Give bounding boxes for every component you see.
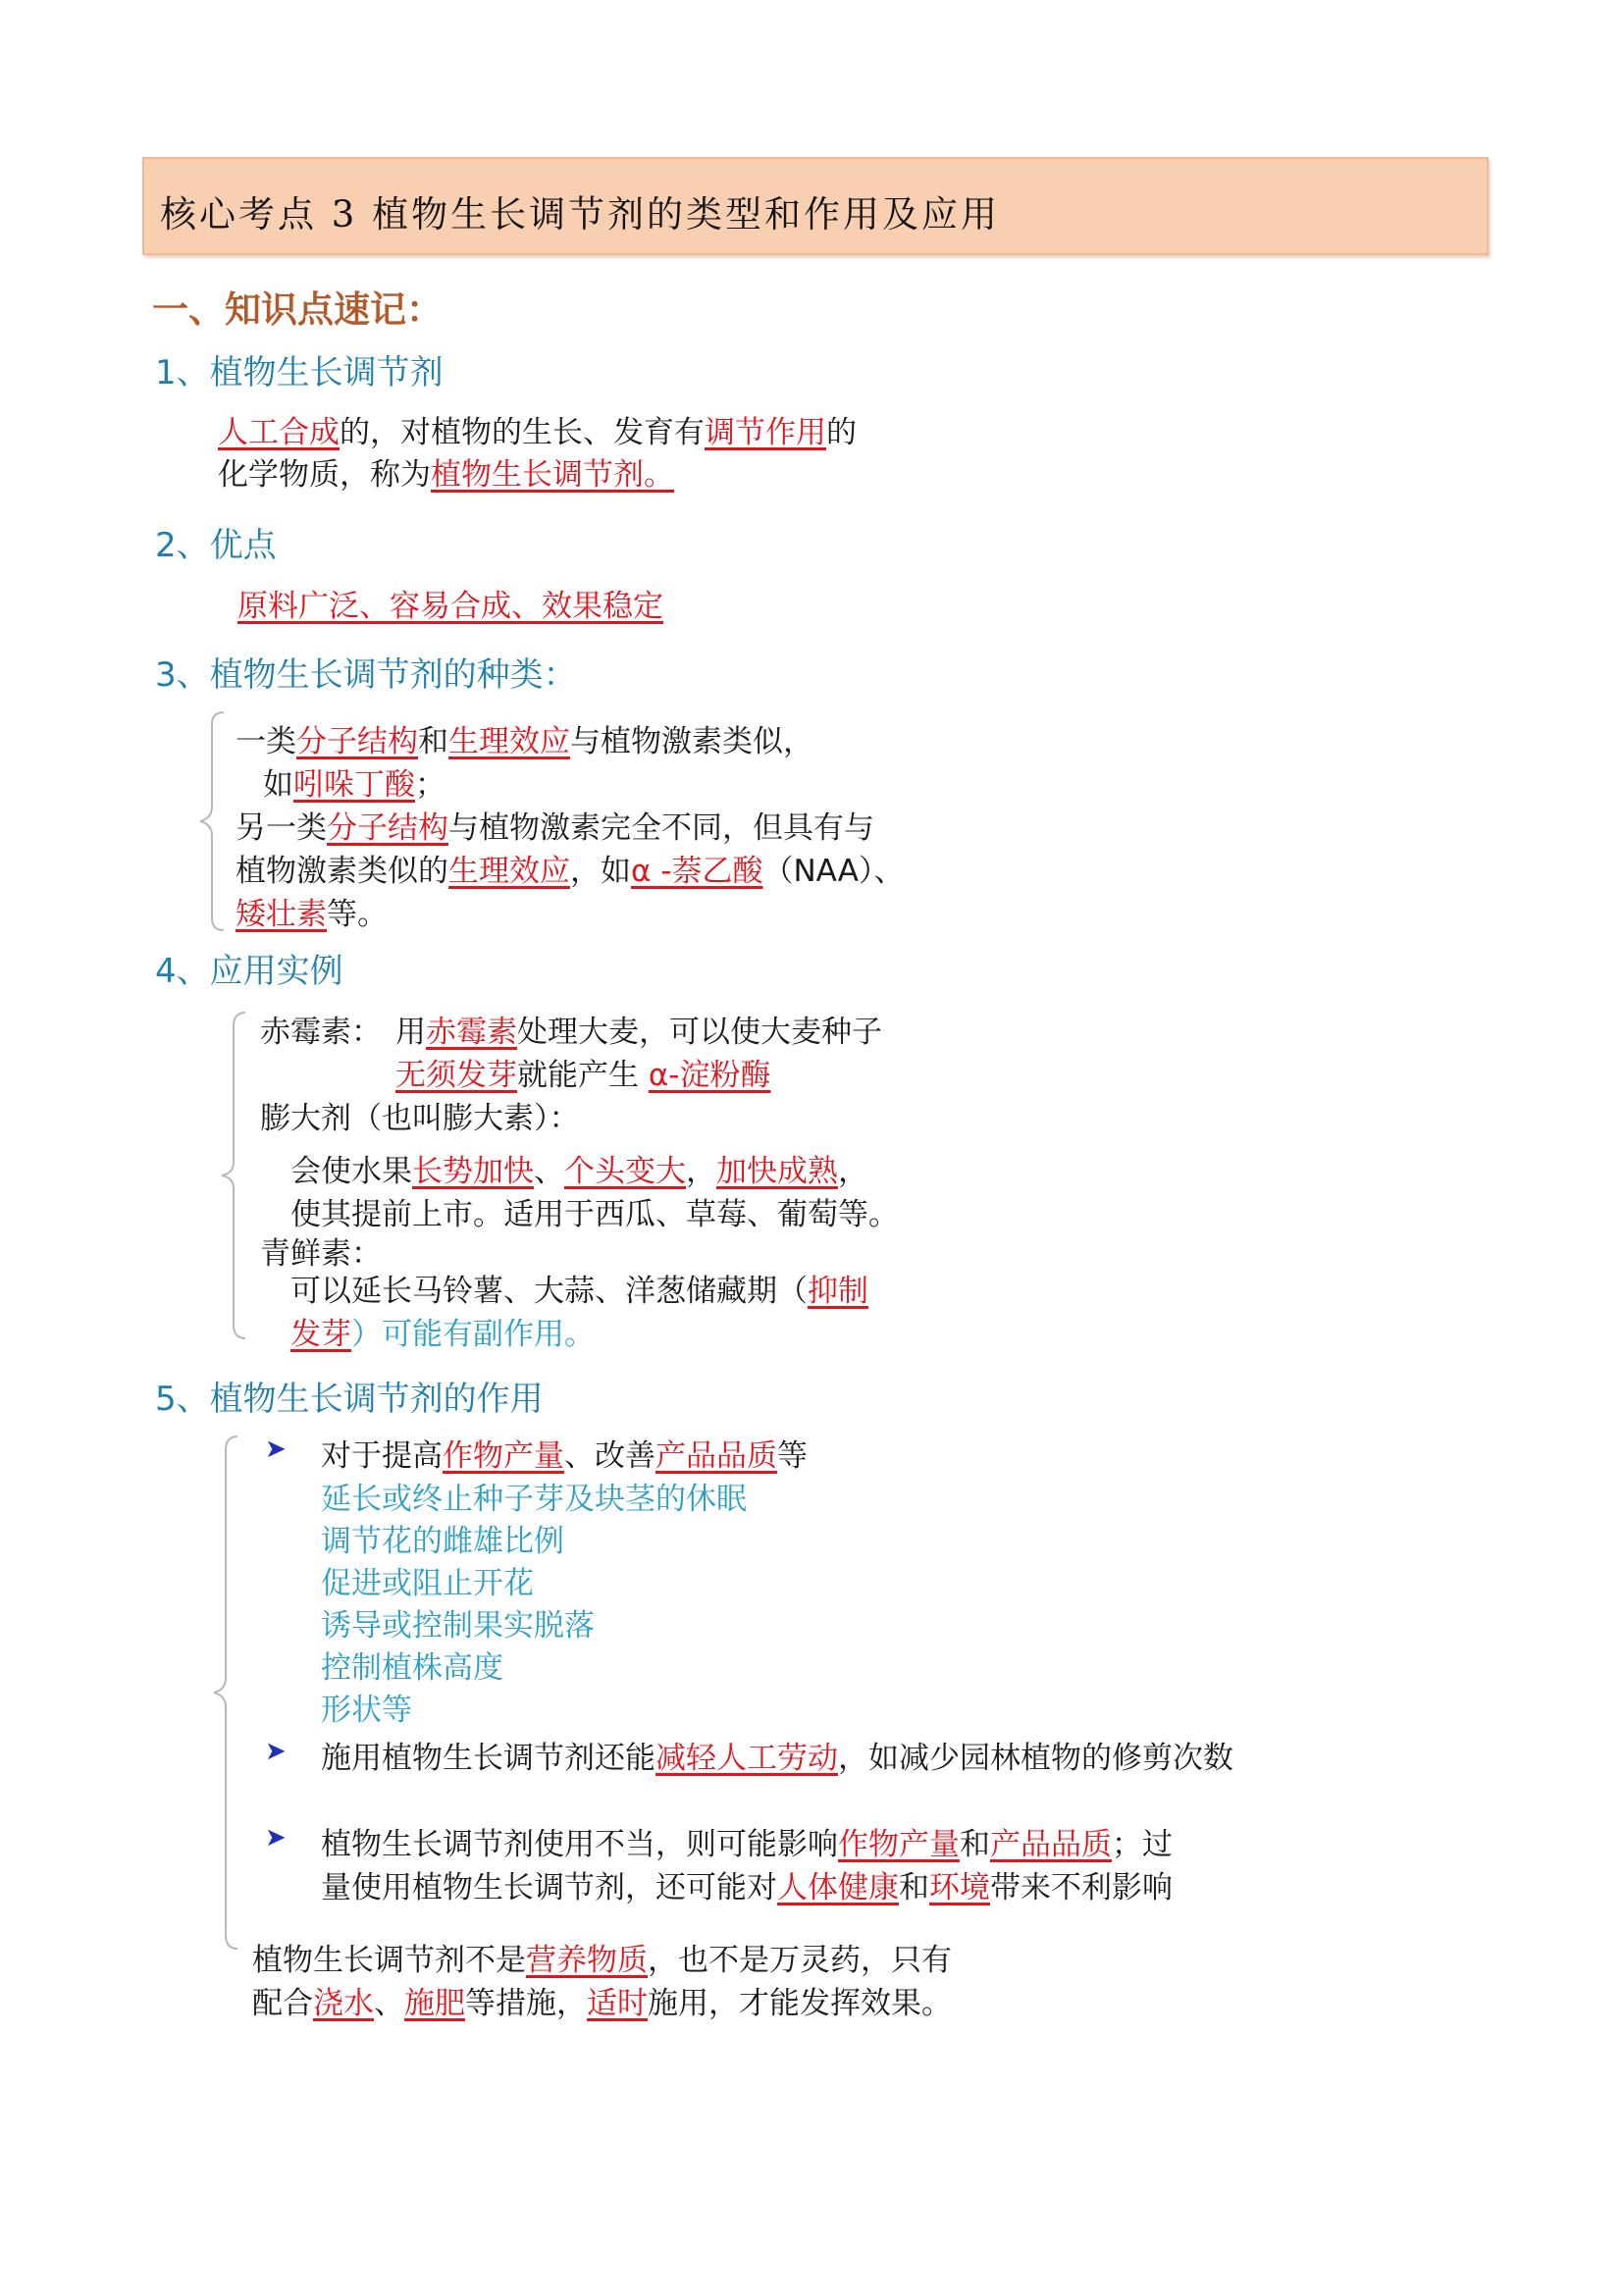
- s3-text: 等。: [327, 897, 388, 932]
- s5-brace: [206, 1433, 245, 1953]
- s4-term-no-germination: 无须发芽: [395, 1058, 517, 1093]
- s5-text: 和: [960, 1827, 990, 1862]
- s2-line1: [237, 581, 663, 625]
- s5-text: 、改善: [564, 1438, 655, 1474]
- s3-text: ；: [415, 767, 445, 803]
- s1-term-artificial: 人工合成: [218, 415, 340, 450]
- s5-bullet3: [321, 1819, 1173, 1863]
- s1-term-name: 植物生长调节剂。: [431, 457, 674, 493]
- s3-term-naa: α -萘乙酸: [631, 854, 763, 889]
- s5-text: 量使用植物生长调节剂，还可能对: [321, 1870, 777, 1905]
- s5-text: 植物生长调节剂使用不当，则可能影响: [321, 1827, 838, 1862]
- s3-term-iba: 吲哚丁酸: [293, 767, 415, 803]
- s5-term-water: 浇水: [313, 1986, 374, 2021]
- s3-text: ，如: [570, 854, 631, 889]
- s3-term-cycocel: 矮壮素: [236, 897, 327, 932]
- s3-term-structure: 分子结构: [296, 724, 418, 759]
- s4-brace: [214, 1009, 253, 1342]
- s5-term-quality: 产品品质: [990, 1827, 1112, 1862]
- s4-maleic-line1: [290, 1266, 868, 1310]
- s5-sub-item: 诱导或控制果实脱落: [321, 1608, 595, 1644]
- s5-term-health: 人体健康: [777, 1870, 899, 1905]
- s5-text: ；过: [1112, 1827, 1173, 1862]
- s2-advantages: 原料广泛、容易合成、效果稳定: [237, 589, 663, 624]
- bullet-arrow-icon: ➤: [265, 1737, 287, 1766]
- s5-bullet3-line2: [321, 1862, 1173, 1906]
- s4-term-size: 个头变大: [564, 1154, 686, 1189]
- s5-footer-line1: [252, 1935, 952, 1979]
- s3-text: 和: [418, 724, 448, 759]
- s5-term-fertilize: 施肥: [404, 1986, 465, 2021]
- s1-text: 的: [826, 415, 857, 450]
- s4-maleic-label: 青鲜素：: [260, 1236, 382, 1272]
- s2-title: 2、优点: [155, 526, 277, 565]
- s5-text: 施用，才能发挥效果。: [648, 1986, 952, 2021]
- s5-term-timely: 适时: [587, 1986, 648, 2021]
- s3-text: 另一类: [236, 810, 327, 846]
- s5-text: 对于提高: [321, 1438, 443, 1474]
- s4-text: ，: [838, 1154, 868, 1189]
- s4-text: 会使水果: [290, 1154, 412, 1189]
- title-banner: [142, 157, 1489, 255]
- s4-term-amylase: α-淀粉酶: [648, 1058, 771, 1093]
- s1-title: 1、植物生长调节剂: [155, 353, 444, 392]
- s5-text: 施用植物生长调节剂还能: [321, 1741, 655, 1776]
- s5-term-yield: 作物产量: [838, 1827, 960, 1862]
- s3-line4: [236, 846, 904, 890]
- s5-sub-item: 调节花的雌雄比例: [321, 1524, 564, 1559]
- s5-term-nutrient: 营养物质: [526, 1943, 648, 1978]
- s5-text: 等措施，: [465, 1986, 587, 2021]
- s4-term-growth: 长势加快: [412, 1154, 534, 1189]
- s3-text: （NAA）、: [762, 854, 905, 889]
- s5-text: 等: [777, 1438, 808, 1474]
- s3-text: 如: [263, 767, 293, 803]
- s4-gibberellin-label: 赤霉素：: [260, 1015, 382, 1050]
- s5-sub-item: 延长或终止种子芽及块茎的休眠: [321, 1482, 747, 1517]
- s4-text: 、: [534, 1154, 564, 1189]
- s4-text: 可以延长马铃薯、大蒜、洋葱储藏期（: [290, 1274, 808, 1309]
- s4-text: 用: [395, 1015, 426, 1050]
- s5-sub-item: 促进或阻止开花: [321, 1566, 534, 1601]
- s4-maleic-line2: [290, 1309, 595, 1353]
- s5-text: 带来不利影响: [990, 1870, 1173, 1905]
- s3-term-structure: 分子结构: [327, 810, 448, 846]
- s3-line2: [263, 759, 445, 804]
- s4-text: 处理大麦，可以使大麦种子: [517, 1015, 882, 1050]
- s3-line1: [236, 716, 813, 760]
- s3-text: 一类: [236, 724, 296, 759]
- s5-sub-item: 控制植株高度: [321, 1650, 503, 1686]
- s5-bullet2: [321, 1733, 1233, 1777]
- s4-gibberellin-line1: [395, 1007, 882, 1051]
- s1-text: 的，对植物的生长、发育有: [340, 415, 705, 450]
- s4-swelling-line1: [290, 1146, 868, 1190]
- s5-bullet1: [321, 1431, 808, 1475]
- bullet-arrow-icon: ➤: [265, 1823, 287, 1852]
- s4-text: 就能产生: [517, 1058, 639, 1093]
- s5-text: 配合: [252, 1986, 313, 2021]
- s4-side-effect: ）可能有副作用。: [351, 1317, 595, 1352]
- s4-term-gibberellin: 赤霉素: [426, 1015, 517, 1050]
- s5-term-environment: 环境: [929, 1870, 990, 1905]
- s5-text: 、: [374, 1986, 404, 2021]
- s1-text: 化学物质，称为: [218, 457, 431, 493]
- s4-swelling-line2: 使其提前上市。适用于西瓜、草莓、葡萄等。: [290, 1197, 899, 1232]
- s3-brace: [194, 708, 234, 934]
- s5-text: ，也不是万灵药，只有: [648, 1943, 952, 1978]
- s5-text: 植物生长调节剂不是: [252, 1943, 526, 1978]
- s4-term-inhibit: 抑制: [808, 1274, 868, 1309]
- s3-text: 植物激素类似的: [236, 854, 448, 889]
- s5-term-labor: 减轻人工劳动: [655, 1741, 838, 1776]
- s4-term-sprouting: 发芽: [290, 1317, 351, 1352]
- s4-text: ，: [686, 1154, 716, 1189]
- s3-text: 与植物激素完全不同，但具有与: [448, 810, 874, 846]
- s5-term-quality: 产品品质: [655, 1438, 777, 1474]
- s1-line1: [218, 407, 857, 451]
- bullet-arrow-icon: ➤: [265, 1435, 287, 1464]
- s4-title: 4、应用实例: [155, 952, 343, 991]
- s5-term-yield: 作物产量: [443, 1438, 564, 1474]
- s5-sub-item: 形状等: [321, 1693, 412, 1728]
- s3-term-effect: 生理效应: [448, 724, 570, 759]
- s1-line2: [218, 449, 674, 494]
- s3-line5: [236, 889, 388, 933]
- s4-gibberellin-line2: [395, 1050, 770, 1094]
- s5-title: 5、植物生长调节剂的作用: [155, 1380, 544, 1419]
- s5-text: 和: [899, 1870, 929, 1905]
- s5-footer-line2: [252, 1978, 952, 2022]
- s3-title: 3、植物生长调节剂的种类：: [155, 655, 577, 695]
- section-heading: 一、知识点速记：: [152, 287, 443, 331]
- page-title: 核心考点 3 植物生长调节剂的类型和作用及应用: [160, 193, 1001, 235]
- s3-text: 与植物激素类似，: [570, 724, 813, 759]
- s5-text: ，如减少园林植物的修剪次数: [838, 1741, 1233, 1776]
- s1-term-regulation: 调节作用: [705, 415, 826, 450]
- s4-term-ripening: 加快成熟: [716, 1154, 838, 1189]
- s3-line3: [236, 803, 874, 847]
- s3-term-effect: 生理效应: [448, 854, 570, 889]
- s4-swelling-label: 膨大剂（也叫膨大素）：: [260, 1101, 580, 1136]
